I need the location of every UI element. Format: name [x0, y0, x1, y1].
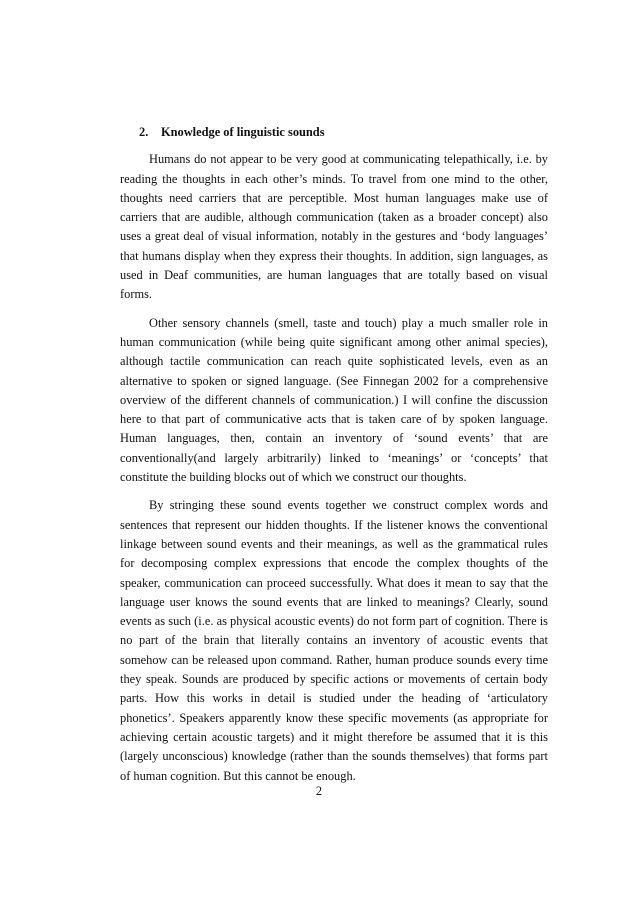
paragraph-2: Other sensory channels (smell, taste and touch) play a much smaller role in human communication (while being quite significant among other animal species), although tactile communication can reach quite sophisticated levels, even as an alternative to spoken or signed language. (See Finnegan 2002 for a comprehensive overview of the different channels of communication.) I will confine the discussion here to that part of communicative acts that is taken care of by spoken language. Human languages, then, contain an inventory of ‘sound events’ that are conventionally(and largely arbitrarily) linked to ‘meanings’ or ‘concepts’ that constitute the building blocks out of which we construct our thoughts. [120, 315, 548, 485]
section-number: 2. [139, 125, 149, 139]
section-heading [139, 123, 548, 142]
section-title: Knowledge of linguistic sounds [161, 125, 325, 139]
page-body [120, 123, 548, 795]
paragraph-3: By stringing these sound events together we construct complex words and sentences that represent our hidden thoughts. If the listener knows the conventional linkage between sound events and their meanings, as well as the grammatical rules for decomposing complex expressions that encode the complex thoughts of the speaker, communication can proceed successfully. What does it mean to say that the language user knows the sound events that are linked to meanings? Clearly, sound events as such (i.e. as physical acoustic events) do not form part of cognition. There is no part of the brain that literally contains an inventory of acoustic events that somehow can be released upon command. Rather, human produce sounds every time they speak. Sounds are produced by specific actions or movements of certain body parts. How this works in detail is studied under the heading of ‘articulatory phonetics’. Speakers apparently know these specific movements (as appropriate for achieving certain acoustic targets) and it might therefore be assumed that it is this (largely unconscious) knowledge (rather than the sounds themselves) that forms part of human cognition. But this cannot be enough. [120, 498, 548, 783]
page-number: 2 [315, 784, 323, 798]
paragraph-1: Humans do not appear to be very good at communicating telepathically, i.e. by reading the thoughts in each other’s minds. To travel from one mind to the other, thoughts need carriers that are perceptible. Most human languages make use of carriers that are audible, although communication (taken as a broader concept) also uses a great deal of visual information, notably in the gestures and ‘body languages’ that humans display when they express their thoughts. In addition, sign languages, as used in Deaf communities, are human languages that are totally based on visual forms. [120, 152, 548, 302]
